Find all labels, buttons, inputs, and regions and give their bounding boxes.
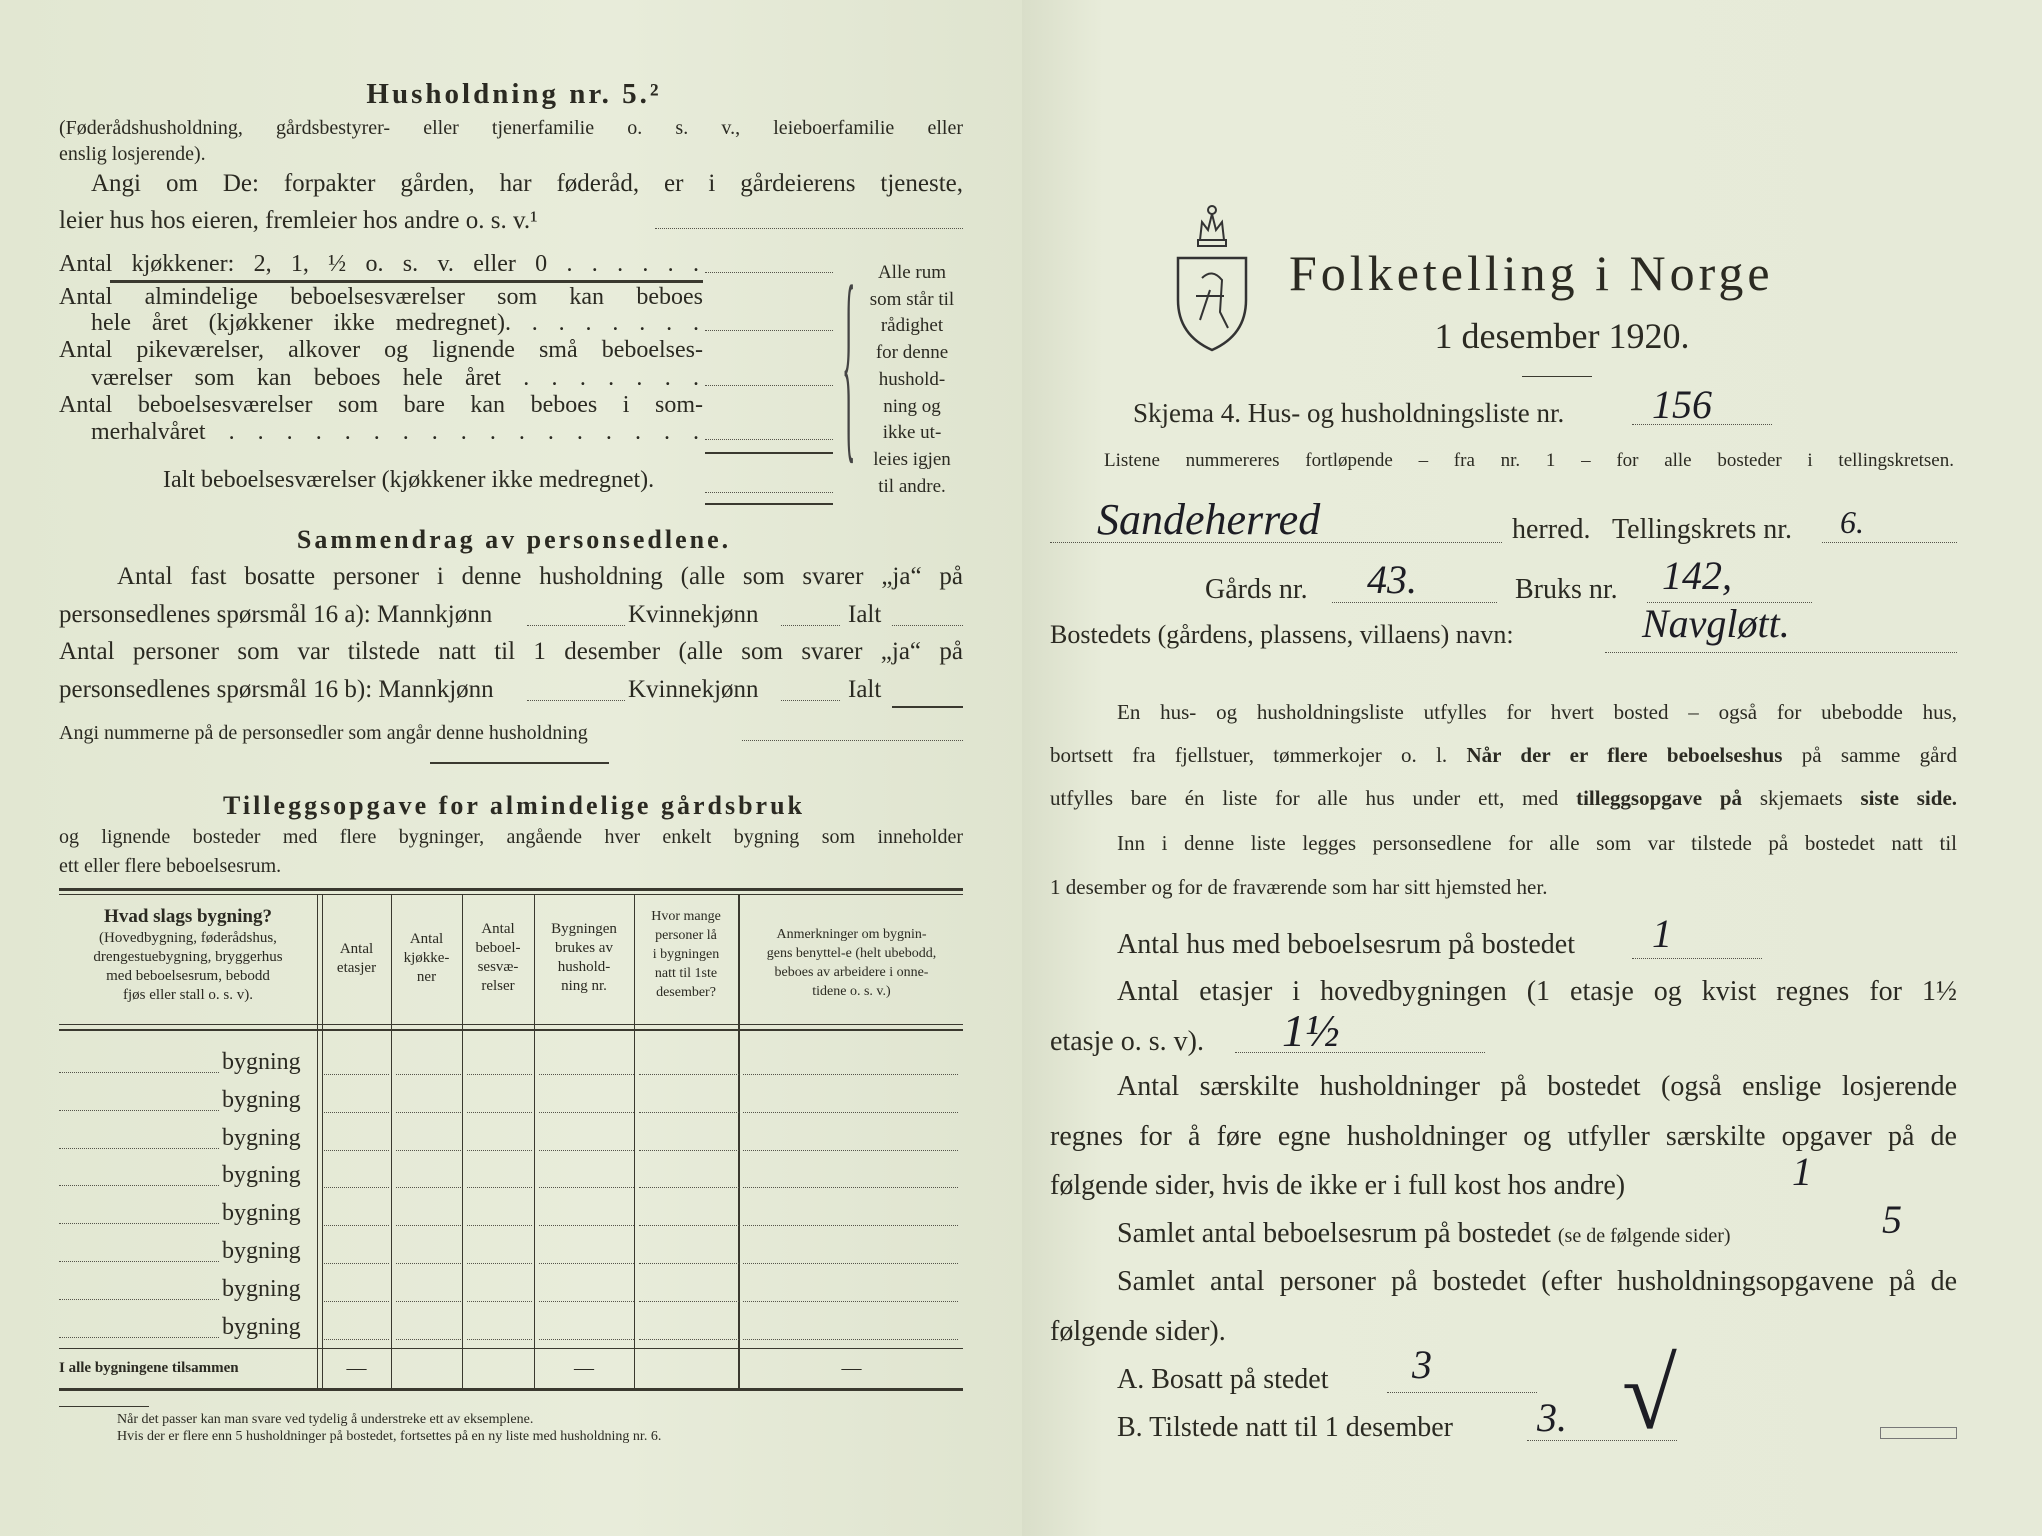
q-floors-label: Antal etasjer i hovedbygningen (1 etasje og kvist regnes for 1½ (1117, 976, 1957, 1007)
header-remarks (740, 925, 963, 1001)
table-rule (59, 894, 963, 895)
text: utfylles bare én liste for alle hus under ett, med (1050, 786, 1559, 810)
row-label: bygning (222, 1049, 301, 1075)
rooms-line: Antal almindelige beboelsesværelser som kan beboes (59, 284, 703, 310)
building-type-field[interactable] (59, 1110, 219, 1111)
text: skjemaets (1759, 786, 1843, 810)
numbers-line: Angi nummerne på de personsedler som angår denne husholdning (59, 722, 588, 744)
angi-line: Angi om De: forpakter gården, har føderåd, er i gårdeierens tjeneste, (91, 170, 963, 197)
header-sub: fjøs eller stall o. s. v). (123, 987, 253, 1003)
header-text: tidene o. s. v.) (812, 984, 891, 999)
table-row[interactable] (59, 1159, 963, 1189)
bruks-value: 142, (1662, 553, 1732, 598)
row-label: bygning (222, 1200, 301, 1227)
table-row[interactable] (59, 1273, 963, 1303)
summary-line: Antal personer som var tilstede natt til 1 desember (alle som svarer „ja“ på (59, 638, 963, 665)
total-dash: — (841, 1357, 862, 1379)
header-text: Anmerkninger om bygnin- (776, 927, 927, 942)
bold-text: tilleggsopgave på (1576, 786, 1743, 810)
tillegg-line: ett eller flere beboelsesrum. (59, 855, 282, 877)
table-cell[interactable] (743, 1225, 958, 1226)
total-label: Ialt (848, 601, 882, 628)
table-row[interactable] (59, 1046, 963, 1076)
main-title: Folketelling i Norge (1289, 245, 1774, 301)
table-row[interactable] (59, 1197, 963, 1227)
note-line: leies igjen (873, 448, 951, 470)
instruction-line (1050, 745, 1957, 766)
female-count-a[interactable] (781, 625, 840, 626)
resident-value: 3 (1412, 1342, 1432, 1387)
building-type-field[interactable] (59, 1337, 219, 1338)
row-label: bygning (222, 1238, 301, 1264)
table-rule (59, 1388, 963, 1391)
numbers-answer[interactable] (742, 740, 963, 741)
header-text: ner (416, 969, 437, 985)
summary-line: Antal fast bosatte personer i denne husholdning (alle som svarer „ja“ på (117, 563, 963, 590)
table-cell[interactable] (396, 1339, 461, 1340)
header-text: gens benyttel-e (helt ubebodd, (766, 946, 937, 961)
header-text: natt til 1ste (654, 966, 718, 981)
rooms-kitchens: Antal kjøkkener: 2, 1, ½ o. s. v. eller 0 . . . . . . (59, 251, 699, 277)
table-cell[interactable] (396, 1150, 461, 1151)
header-text: personer lå (655, 928, 717, 943)
note-line: ning og (883, 395, 941, 417)
table-rule (59, 1024, 963, 1025)
building-type-field[interactable] (59, 1185, 219, 1186)
building-type-field[interactable] (59, 1223, 219, 1224)
summary-title: Sammendrag av personsedlene. (296, 525, 732, 554)
bold-text: siste side. (1860, 786, 1958, 810)
header-sub: (Hovedbygning, føderådshus, (99, 930, 277, 946)
rooms-line: hele året (kjøkkener ikke medregnet). . . . . . . . (91, 310, 699, 336)
q-rooms-value: 5 (1882, 1197, 1902, 1242)
instruction-line: 1 desember og for de fraværende som har sitt hjemsted her. (1050, 875, 1548, 899)
total-row-label: I alle bygningene tilsammen (59, 1360, 239, 1376)
note-line: hushold- (878, 368, 946, 390)
note-line: rådighet (880, 315, 944, 337)
total-dash: — (346, 1357, 367, 1379)
table-rule (59, 1348, 963, 1349)
table-cell[interactable] (639, 1225, 739, 1226)
tellingskrets-value: 6. (1840, 504, 1864, 540)
rooms-line: merhalvåret . . . . . . . . . . . . . . . . . (91, 419, 699, 445)
answer-ordinary-rooms[interactable] (705, 330, 833, 331)
header-text: hushold- (557, 959, 611, 975)
header-text: brukes av (555, 940, 613, 956)
rooms-total: Ialt beboelsesværelser (kjøkkener ikke medregnet). (163, 467, 655, 493)
building-type-field[interactable] (59, 1072, 219, 1073)
building-type-field[interactable] (59, 1261, 219, 1262)
table-cell[interactable] (639, 1187, 739, 1188)
angi-line: leier hus hos eieren, fremleier hos andre o. s. v.¹ (59, 207, 538, 234)
rooms-line: Antal pikeværelser, alkover og lignende små beboelses- (59, 337, 703, 363)
header-floors (322, 940, 391, 978)
header-sub: drengestuebygning, bryggerhus (93, 949, 283, 965)
female-label: Kvinnekjønn (628, 676, 759, 703)
header-title: Hvad slags bygning? (104, 906, 272, 927)
header-text: beboes av arbeidere i onne- (774, 965, 929, 980)
header-text: beboel- (475, 940, 521, 956)
answer-kitchens[interactable] (705, 272, 833, 273)
header-text: relser (481, 978, 515, 994)
total-count-b[interactable] (892, 706, 963, 708)
q-floors-label: etasje o. s. v). (1050, 1026, 1204, 1057)
intro-line: (Føderådshusholdning, gårdsbestyrer- eller tjenerfamilie o. s. v., leieboerfamilie eller (59, 117, 963, 139)
tellingskrets-label: Tellingskrets nr. (1612, 514, 1793, 545)
table-cell[interactable] (743, 1187, 958, 1188)
header-text: Antal (409, 931, 444, 947)
table-cell[interactable] (539, 1225, 634, 1226)
coat-of-arms-icon (1172, 200, 1252, 355)
answer-total-rooms[interactable] (705, 492, 833, 493)
row-label: bygning (222, 1124, 301, 1151)
table-cell[interactable] (539, 1263, 634, 1264)
text: Samlet antal beboelsesrum på bostedet (1117, 1218, 1551, 1249)
q-households-label: regnes for å føre egne husholdninger og utfyller særskilte opgaver på de (1050, 1121, 1957, 1152)
table-cell[interactable] (396, 1112, 461, 1113)
table-cell[interactable] (467, 1339, 532, 1340)
note-line: som står til (869, 288, 955, 310)
table-cell[interactable] (324, 1263, 389, 1264)
table-cell[interactable] (743, 1150, 958, 1151)
table-cell[interactable] (396, 1187, 461, 1188)
table-cell[interactable] (324, 1187, 389, 1188)
header-text: kjøkke- (403, 950, 450, 966)
table-cell[interactable] (743, 1339, 958, 1340)
present-value: 3. (1537, 1395, 1567, 1440)
text: på samme gård (1801, 743, 1957, 767)
footnote-line: Når det passer kan man svare ved tydelig å understreke ett av eksemplene. (117, 1412, 534, 1427)
table-row[interactable] (59, 1122, 963, 1152)
header-household-no (534, 920, 634, 996)
header-text: Antal (339, 941, 374, 957)
table-cell[interactable] (539, 1112, 634, 1113)
present-label: B. Tilstede natt til 1 desember (1117, 1412, 1453, 1443)
header-text: sesvæ- (477, 959, 519, 975)
divider (430, 762, 609, 764)
herred-label: herred. (1512, 514, 1591, 545)
divider (1522, 376, 1592, 377)
header-text: Bygningen (551, 921, 617, 937)
header-text: ning nr. (561, 978, 607, 994)
table-cell[interactable] (396, 1301, 461, 1302)
gards-field[interactable] (1332, 602, 1497, 603)
row-label: bygning (222, 1086, 301, 1113)
header-text: etasjer (336, 960, 377, 976)
male-count-a[interactable] (527, 625, 625, 626)
table-cell[interactable] (324, 1150, 389, 1151)
bracket-note (862, 260, 962, 500)
sum-line (705, 452, 833, 454)
total-dash: — (574, 1357, 594, 1379)
building-type-field[interactable] (59, 1148, 219, 1149)
note-line: ikke ut- (882, 422, 942, 444)
q-persons-label: følgende sider). (1050, 1316, 1226, 1347)
table-cell[interactable] (639, 1263, 739, 1264)
intro-line: enslig losjerende). (59, 143, 206, 165)
divider (110, 280, 703, 283)
row-label: bygning (222, 1275, 301, 1302)
table-cell[interactable] (396, 1263, 461, 1264)
instruction-line (1050, 788, 1957, 809)
note-line: Alle rum (877, 262, 947, 283)
right-page (1022, 0, 2042, 1536)
footnote-line: Hvis der er flere enn 5 husholdninger på bostedet, fortsettes på en ny liste med husholdning nr. 6. (117, 1429, 662, 1444)
instruction-line: Inn i denne liste legges personsedlene for alle som var tilstede på bostedet natt til (1117, 831, 1957, 855)
header-sub: med beboelsesrum, bebodd (106, 968, 270, 984)
table-cell[interactable] (539, 1074, 634, 1075)
bosted-field[interactable] (1605, 652, 1957, 653)
header-rooms (462, 920, 534, 996)
checkmark: √ (1622, 1339, 1677, 1450)
total-label: Ialt (848, 676, 882, 703)
male-count-b[interactable] (527, 700, 625, 701)
table-cell[interactable] (324, 1225, 389, 1226)
table-cell[interactable] (639, 1301, 739, 1302)
table-cell[interactable] (743, 1263, 958, 1264)
header-text: Antal (481, 921, 515, 937)
table-rule (59, 888, 963, 891)
small-text: (se de følgende sider) (1557, 1225, 1731, 1247)
printer-stamp (1880, 1427, 1957, 1439)
text: bortsett fra fjellstuer, tømmerkojer o. l. (1050, 743, 1448, 767)
note-line: for denne (875, 342, 949, 364)
table-cell[interactable] (467, 1263, 532, 1264)
answer-line[interactable] (655, 228, 963, 229)
table-cell[interactable] (743, 1074, 958, 1075)
table-cell[interactable] (324, 1074, 389, 1075)
table-cell[interactable] (539, 1187, 634, 1188)
row-label: bygning (222, 1313, 301, 1340)
summary-line: personsedlenes spørsmål 16 b): Mannkjønn (59, 676, 494, 703)
table-cell[interactable] (639, 1339, 739, 1340)
header-text: i bygningen (652, 947, 720, 962)
table-cell[interactable] (396, 1225, 461, 1226)
bruks-label: Bruks nr. (1515, 574, 1618, 605)
table-cell[interactable] (539, 1301, 634, 1302)
header-persons (634, 907, 738, 1002)
table-cell[interactable] (539, 1339, 634, 1340)
resident-field[interactable] (1387, 1392, 1537, 1393)
table-cell[interactable] (639, 1112, 739, 1113)
table-cell[interactable] (467, 1074, 532, 1075)
total-count-a[interactable] (892, 625, 963, 626)
q-households-value: 1 (1792, 1149, 1812, 1194)
table-row[interactable] (59, 1235, 963, 1265)
table-cell[interactable] (467, 1112, 532, 1113)
list-number-value: 156 (1652, 382, 1712, 427)
header-text: desember? (656, 985, 716, 1000)
bosted-label: Bostedets (gårdens, plassens, villaens) navn: (1050, 620, 1514, 649)
building-type-field[interactable] (59, 1299, 219, 1300)
female-count-b[interactable] (781, 700, 840, 701)
table-cell[interactable] (324, 1339, 389, 1340)
table-cell[interactable] (467, 1225, 532, 1226)
table-cell[interactable] (467, 1187, 532, 1188)
tillegg-line: og lignende bosteder med flere bygninger, angående hver enkelt bygning som inneholder (59, 826, 963, 848)
table-cell[interactable] (539, 1150, 634, 1151)
q-houses-label: Antal hus med beboelsesrum på bostedet (1117, 929, 1576, 960)
rooms-line: værelser som kan beboes hele året . . . . . . . (91, 365, 699, 391)
table-row[interactable] (59, 1311, 963, 1341)
tellingskrets-field[interactable] (1822, 542, 1957, 543)
resident-label: A. Bosatt på stedet (1117, 1364, 1329, 1395)
gards-value: 43. (1367, 557, 1417, 602)
census-date: 1 desember 1920. (1434, 316, 1690, 356)
instruction-line: En hus- og husholdningsliste utfylles for hvert bosted – også for ubebodde hus, (1117, 700, 1957, 724)
table-cell[interactable] (639, 1074, 739, 1075)
note-line: til andre. (878, 475, 946, 497)
brace-icon: { (842, 245, 856, 483)
sum-line (705, 503, 833, 505)
table-cell[interactable] (467, 1150, 532, 1151)
table-cell[interactable] (396, 1074, 461, 1075)
rooms-line: Antal beboelsesværelser som bare kan beboes i som- (59, 392, 703, 418)
answer-small-rooms[interactable] (705, 385, 833, 386)
table-row[interactable] (59, 1084, 963, 1114)
herred-value: Sandeherred (1097, 495, 1321, 544)
bold-text: Når der er flere beboelseshus (1466, 743, 1783, 767)
header-building-type (59, 905, 317, 1005)
table-rule (59, 1029, 963, 1031)
summary-line: personsedlenes spørsmål 16 a): Mannkjønn (59, 601, 493, 628)
table-cell[interactable] (324, 1301, 389, 1302)
table-cell[interactable] (743, 1112, 958, 1113)
female-label: Kvinnekjønn (628, 601, 759, 628)
header-text: Hvor mange (651, 909, 721, 924)
q-houses-field[interactable] (1632, 958, 1762, 959)
table-cell[interactable] (743, 1301, 958, 1302)
bosted-value: Navgløtt. (1642, 601, 1790, 646)
q-floors-value: 1½ (1282, 1005, 1340, 1056)
schema-label: Skjema 4. Hus- og husholdningsliste nr. (1133, 398, 1565, 428)
tillegg-title: Tilleggsopgave for almindelige gårdsbruk (222, 791, 806, 820)
q-houses-value: 1 (1652, 911, 1672, 956)
footnote-rule (59, 1406, 149, 1407)
answer-summer-rooms[interactable] (705, 439, 833, 440)
table-cell[interactable] (639, 1150, 739, 1151)
q-persons-label: Samlet antal personer på bostedet (efter husholdningsopgavene på de (1117, 1266, 1957, 1297)
header-kitchens (391, 930, 462, 987)
numbering-note: Listene nummereres fortløpende – fra nr. 1 – for alle bosteder i tellingskretsen. (1104, 450, 1954, 471)
row-label: bygning (222, 1162, 301, 1189)
q-floors-field[interactable] (1235, 1052, 1485, 1053)
q-households-label: følgende sider, hvis de ikke er i full kost hos andre) (1050, 1170, 1626, 1201)
q-rooms-label (1117, 1220, 1731, 1248)
q-households-label: Antal særskilte husholdninger på bostedet (også enslige losjerende (1117, 1071, 1957, 1102)
table-cell[interactable] (324, 1112, 389, 1113)
gards-label: Gårds nr. (1205, 574, 1308, 605)
household-title: Husholdning nr. 5.² (366, 78, 662, 110)
table-cell[interactable] (467, 1301, 532, 1302)
